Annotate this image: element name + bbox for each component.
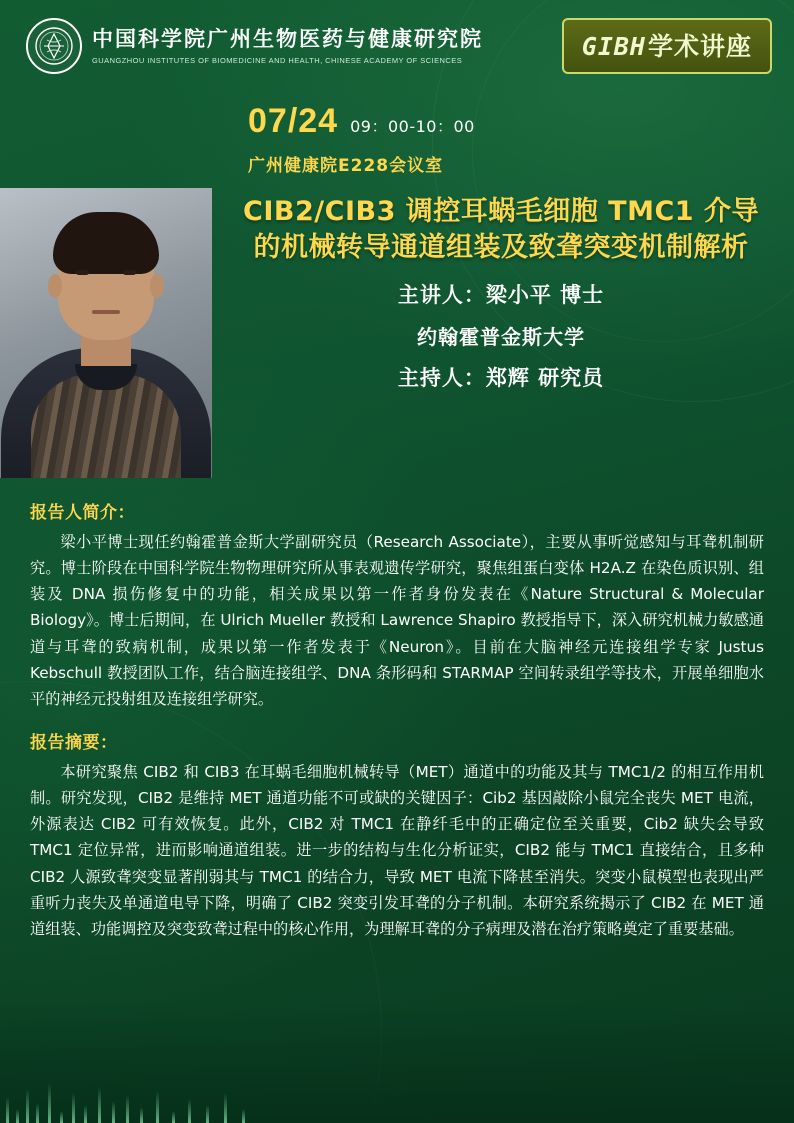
institute-emblem-icon <box>26 18 82 74</box>
event-time: 09：00-10：00 <box>350 117 475 136</box>
speaker-label: 主讲人： <box>397 283 486 308</box>
institute-name-cn: 中国科学院广州生物医药与健康研究院 <box>92 27 483 52</box>
speaker-photo <box>0 188 212 478</box>
poster-header <box>0 0 794 92</box>
bio-heading: 报告人简介： <box>30 503 135 523</box>
institute-name-en: GUANGZHOU INSTITUTES OF BIOMEDICINE AND HEALTH, CHINESE ACADEMY OF SCIENCES <box>92 55 463 65</box>
institute-logo <box>26 18 483 74</box>
event-date: 07/24 <box>248 102 339 140</box>
host-label: 主持人： <box>397 366 486 391</box>
speaker-row <box>230 279 772 309</box>
abstract-text: 本研究聚焦 CIB2 和 CIB3 在耳蜗毛细胞机械转导（MET）通道中的功能及其与 TMC1/2 的相互作用机制。研究发现，CIB2 是维持 MET 通道功能不可或缺的关键因子：Cib2 基因敲除小鼠完全丧失 MET 电流，外源表达 CIB2 可有效恢复。此外，CIB2 对 TMC1 在静纤毛中的正确定位至关重要，Cib2 缺失会导致 TMC1 定位异常，进而影响通道组装。进一步的结构与生化分析证实，CIB2 能与 TMC1 直接结合，且多种 CIB2 人源致聋突变显著削弱其与 TMC1 的结合力，导致 MET 电流下降甚至消失。突变小鼠模型也表现出严重听力丧失及单通道电导下降，明确了 CIB2 突变引发耳聋的分子机制。本研究系统揭示了 CIB2 在 MET 通道组装、功能调控及突变致聋过程中的核心作用，为理解耳聋的分子病理及潜在治疗策略奠定了重要基础。 <box>30 762 764 938</box>
bio-text: 梁小平博士现任约翰霍普金斯大学副研究员（Research Associate），主要从事听觉感知与耳聋机制研究。博士阶段在中国科学院生物物理研究所从事表观遗传学研究，聚焦组蛋白变体 H2A.Z 在染色质识别、组装及 DNA 损伤修复中的功能，相关成果以第一作者身份发表在《Nature Structural & Molecular Biology》。博士后期间，在 Ulrich Mueller 教授和 Lawrence Shapiro 教授指导下，深入研究机械力敏感通道与耳聋的致病机制，成果以第一作者发表于《Neuron》。目前在大脑神经元连接组学专家 Justus Kebschull 教授团队工作，结合脑连接组学、DNA 条形码和 STARMAP 空间转录组学等技术，开展单细胞水平的神经元投射组及连接组学研究。 <box>30 533 764 708</box>
hero-section <box>0 188 794 478</box>
event-venue: 广州健康院E228会议室 <box>248 156 444 176</box>
talk-title: CIB2/CIB3 调控耳蜗毛细胞 TMC1 介导的机械转导通道组装及致聋突变机制解析 <box>243 196 759 263</box>
host-row <box>230 362 772 392</box>
badge-label-en: GIBH <box>581 32 646 61</box>
lecture-series-badge <box>562 18 772 74</box>
speaker-name: 梁小平 博士 <box>485 283 605 308</box>
people-block <box>230 279 772 392</box>
speaker-affiliation: 约翰霍普金斯大学 <box>417 325 585 350</box>
host-name: 郑辉 研究员 <box>485 366 605 391</box>
badge-label-cn: 学术讲座 <box>647 32 752 61</box>
abstract-heading: 报告摘要： <box>30 732 118 753</box>
title-block <box>212 188 794 404</box>
